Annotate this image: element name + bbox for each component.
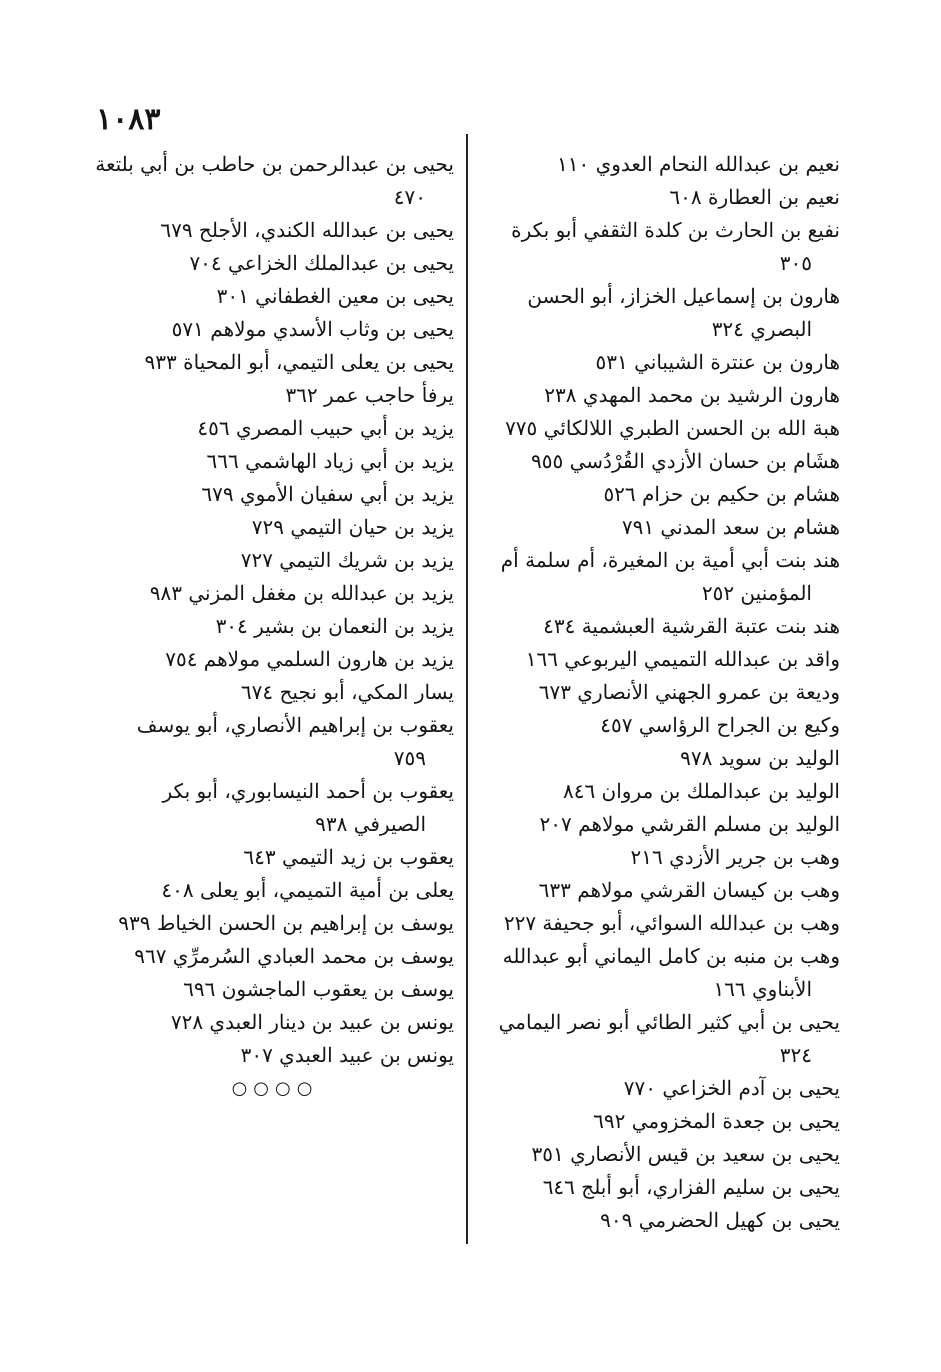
- entry-text: هارون الرشيد بن محمد المهدي ٢٣٨: [544, 383, 840, 407]
- index-entry: [92, 577, 454, 610]
- entry-text: يزيد بن هارون السلمي مولاهم ٧٥٤: [165, 647, 454, 671]
- entry-text: يحيى بن يعلى التيمي، أبو المحياة ٩٣٣: [144, 350, 454, 374]
- index-entry: [478, 841, 840, 874]
- index-entry: [478, 544, 840, 610]
- entry-text: يرفأ حاجب عمر ٣٦٢: [285, 383, 454, 407]
- index-entry: [478, 214, 840, 280]
- index-entry: [478, 742, 840, 775]
- entry-text: يحيى بن عبدالرحمن بن حاطب بن أبي بلتعة: [95, 152, 454, 176]
- index-entry: [92, 973, 454, 1006]
- entry-text: يحيى بن عبدالملك الخزاعي ٧٠٤: [189, 251, 454, 275]
- entry-continuation: الأبناوي ١٦٦: [713, 977, 812, 1001]
- index-entry: [92, 346, 454, 379]
- index-entry: [92, 1006, 454, 1039]
- entry-text: يحيى بن معين الغطفاني ٣٠١: [216, 284, 454, 308]
- entry-text: نعيم بن عبدالله النحام العدوي ١١٠: [556, 152, 840, 176]
- entry-continuation: ٧٥٩: [393, 746, 426, 770]
- entry-text: يحيى بن آدم الخزاعي ٧٧٠: [623, 1076, 840, 1100]
- index-entry: [92, 544, 454, 577]
- entry-text: الوليد بن مسلم القرشي مولاهم ٢٠٧: [539, 812, 840, 836]
- end-mark: ○○○○: [231, 1078, 319, 1099]
- entry-text: وكيع بن الجراح الرؤاسي ٤٥٧: [600, 713, 840, 737]
- entry-text: هبة الله بن الحسن الطبري اللالكائي ٧٧٥: [505, 416, 840, 440]
- index-entry: [478, 775, 840, 808]
- index-entry: [478, 445, 840, 478]
- entry-text: يوسف بن يعقوب الماجشون ٦٩٦: [183, 977, 454, 1001]
- entry-text: هند بنت عتبة القرشية العبشمية ٤٣٤: [543, 614, 840, 638]
- index-entry: [478, 379, 840, 412]
- index-entry: [92, 907, 454, 940]
- index-entry: [478, 1072, 840, 1105]
- index-entry: [92, 445, 454, 478]
- index-entry: [478, 346, 840, 379]
- index-entry: [478, 907, 840, 940]
- index-entry: [92, 610, 454, 643]
- entry-text: يوسف بن محمد العبادي السُرمرِّي ٩٦٧: [134, 944, 454, 968]
- index-entry: [92, 511, 454, 544]
- entry-continuation: المؤمنين ٢٥٢: [701, 581, 812, 605]
- index-entry: [478, 874, 840, 907]
- entry-text: يزيد بن أبي زياد الهاشمي ٦٦٦: [206, 449, 454, 473]
- entry-text: يحيى بن سليم الفزاري، أبو أبلج ٦٤٦: [542, 1175, 840, 1199]
- index-entry: [92, 709, 454, 775]
- entry-text: يحيى بن سعيد بن قيس الأنصاري ٣٥١: [531, 1142, 840, 1166]
- index-entry: [92, 280, 454, 313]
- entry-continuation: ٣٢٤: [779, 1043, 812, 1067]
- entry-text: يحيى بن كهيل الحضرمي ٩٠٩: [600, 1208, 840, 1232]
- index-entry: [92, 313, 454, 346]
- entry-text: وهب بن جرير الأزدي ٢١٦: [630, 845, 840, 869]
- index-entry: [478, 1006, 840, 1072]
- index-entry: [92, 775, 454, 841]
- entry-text: يزيد بن أبي حبيب المصري ٤٥٦: [197, 416, 454, 440]
- index-entry: [478, 181, 840, 214]
- entry-text: الوليد بن عبدالملك بن مروان ٨٤٦: [562, 779, 840, 803]
- entry-text: يزيد بن أبي سفيان الأموي ٦٧٩: [201, 482, 454, 506]
- entry-text: الوليد بن سويد ٩٧٨: [680, 746, 840, 770]
- index-entry: [92, 841, 454, 874]
- index-entry: [478, 148, 840, 181]
- index-entry: [478, 511, 840, 544]
- entry-text: وهب بن عبدالله السوائي، أبو جحيفة ٢٢٧: [503, 911, 840, 935]
- index-entry: [478, 808, 840, 841]
- entry-text: يحيى بن عبدالله الكندي، الأجلح ٦٧٩: [160, 218, 454, 242]
- index-entry: [92, 676, 454, 709]
- entry-text: واقد بن عبدالله التميمي اليربوعي ١٦٦: [525, 647, 840, 671]
- entry-text: هند بنت أبي أمية بن المغيرة، أم سلمة أم: [500, 548, 840, 572]
- entry-continuation: الصيرفي ٩٣٨: [315, 812, 426, 836]
- index-column-left: [92, 148, 454, 1072]
- index-entry: [478, 940, 840, 1006]
- index-entry: [478, 643, 840, 676]
- page-number: ١٠٨٣: [96, 102, 161, 137]
- entry-text: يزيد بن النعمان بن بشير ٣٠٤: [215, 614, 454, 638]
- index-entry: [478, 1204, 840, 1237]
- entry-text: يزيد بن عبدالله بن مغفل المزني ٩٨٣: [149, 581, 454, 605]
- entry-text: يونس بن عبيد العبدي ٣٠٧: [240, 1043, 454, 1067]
- index-entry: [478, 1105, 840, 1138]
- entry-text: يحيى بن أبي كثير الطائي أبو نصر اليمامي: [498, 1010, 840, 1034]
- entry-text: يوسف بن إبراهيم بن الحسن الخياط ٩٣٩: [118, 911, 454, 935]
- entry-text: هشام بن حكيم بن حزام ٥٢٦: [603, 482, 840, 506]
- index-entry: [478, 478, 840, 511]
- entry-text: يحيى بن وثاب الأسدي مولاهم ٥٧١: [171, 317, 454, 341]
- entry-text: وهب بن منبه بن كامل اليماني أبو عبدالله: [502, 944, 840, 968]
- index-entry: [478, 1138, 840, 1171]
- entry-text: يزيد بن شريك التيمي ٧٢٧: [240, 548, 454, 572]
- index-entry: [478, 280, 840, 346]
- index-entry: [92, 1039, 454, 1072]
- entry-text: هارون بن إسماعيل الخزاز، أبو الحسن: [527, 284, 840, 308]
- index-entry: [92, 148, 454, 214]
- entry-text: هشام بن سعد المدني ٧٩١: [621, 515, 840, 539]
- entry-text: هشَام بن حسان الأزدي القُرْدُسي ٩٥٥: [531, 449, 840, 473]
- entry-text: يعلى بن أمية التميمي، أبو يعلى ٤٠٨: [161, 878, 454, 902]
- entry-continuation: ٤٧٠: [393, 185, 426, 209]
- entry-text: نفيع بن الحارث بن كلدة الثقفي أبو بكرة: [511, 218, 840, 242]
- entry-text: وديعة بن عمرو الجهني الأنصاري ٦٧٣: [538, 680, 840, 704]
- index-entry: [92, 940, 454, 973]
- index-entry: [92, 478, 454, 511]
- index-entry: [92, 412, 454, 445]
- index-column-right: [478, 148, 840, 1237]
- index-entry: [478, 412, 840, 445]
- entry-text: هارون بن عنترة الشيباني ٥٣١: [595, 350, 840, 374]
- entry-text: يسار المكي، أبو نجيح ٦٧٤: [240, 680, 454, 704]
- entry-text: يحيى بن جعدة المخزومي ٦٩٢: [593, 1109, 840, 1133]
- index-entry: [92, 379, 454, 412]
- entry-text: يعقوب بن إبراهيم الأنصاري، أبو يوسف: [136, 713, 454, 737]
- index-entry: [478, 610, 840, 643]
- entry-text: نعيم بن العطارة ٦٠٨: [669, 185, 840, 209]
- index-entry: [92, 214, 454, 247]
- index-entry: [478, 709, 840, 742]
- index-entry: [92, 643, 454, 676]
- index-entry: [478, 676, 840, 709]
- index-entry: [92, 874, 454, 907]
- entry-text: يعقوب بن أحمد النيسابوري، أبو بكر: [162, 779, 454, 803]
- entry-text: وهب بن كيسان القرشي مولاهم ٦٣٣: [538, 878, 840, 902]
- entry-text: يونس بن عبيد بن دينار العبدي ٧٢٨: [170, 1010, 454, 1034]
- entry-continuation: ٣٠٥: [779, 251, 812, 275]
- column-divider: [466, 134, 468, 1244]
- entry-continuation: البصري ٣٢٤: [711, 317, 812, 341]
- index-entry: [92, 247, 454, 280]
- entry-text: يعقوب بن زيد التيمي ٦٤٣: [243, 845, 454, 869]
- index-entry: [478, 1171, 840, 1204]
- entry-text: يزيد بن حيان التيمي ٧٢٩: [251, 515, 454, 539]
